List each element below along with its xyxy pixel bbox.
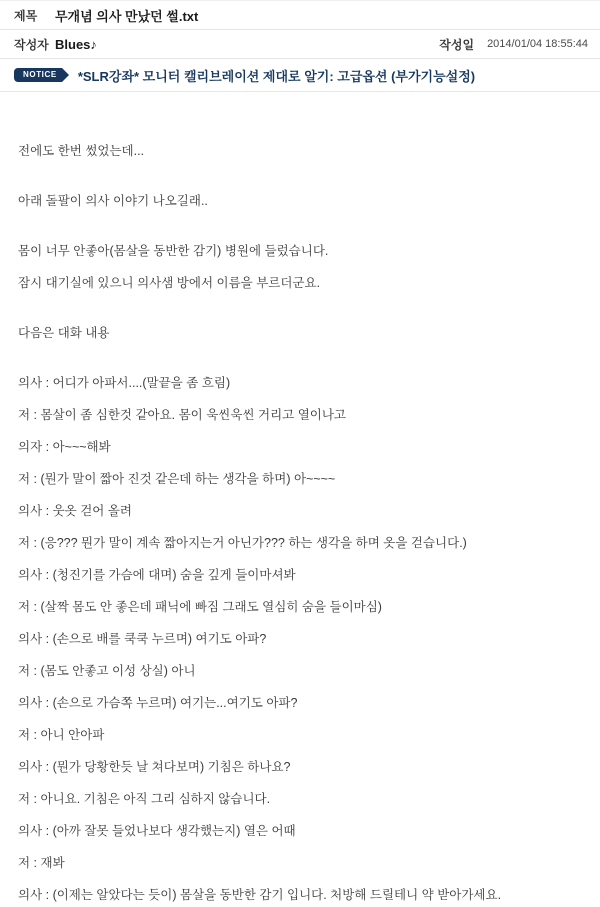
body-line: 의사 : (이제는 알았다는 듯이) 몸살을 동반한 감기 입니다. 처방해 드릴테니 약 받아가세요. <box>18 888 502 902</box>
post-body <box>0 92 600 907</box>
body-line: 저 : 아니 안아파 <box>18 728 105 742</box>
body-line: 의사 : 어디가 아파서....(말끝을 좀 흐림) <box>18 376 231 390</box>
body-line: 저 : (뭔가 말이 짧아 진것 같은데 하는 생각을 하며) 아~~~~ <box>18 472 336 486</box>
body-line: 아래 돌팔이 의사 이야기 나오길래.. <box>18 194 208 208</box>
body-line: 저 : (몸도 안좋고 이성 상실) 아니 <box>18 664 196 678</box>
body-line: 저 : (살짝 몸도 안 좋은데 패닉에 빠짐 그래도 열심히 숨을 들이마심) <box>18 600 382 614</box>
header-title-row <box>0 1 600 30</box>
body-line: 의사 : (청진기를 가슴에 대며) 숨을 깊게 들이마셔봐 <box>18 568 296 582</box>
body-line: 의사 : (손으로 배를 쿡쿡 누르며) 여기도 아파? <box>18 632 267 646</box>
body-blank-line <box>18 217 588 235</box>
body-line: 몸이 너무 안좋아(몸살을 동반한 감기) 병원에 들렀습니다. <box>18 244 329 258</box>
notice-row <box>0 59 600 92</box>
body-line: 의사 : (아까 잘못 들었나보다 생각했는지) 열은 어때 <box>18 824 296 838</box>
post-date: 2014/01/04 18:55:44 <box>487 38 588 50</box>
author-name[interactable]: Blues♪ <box>55 36 97 52</box>
body-line: 의사 : (손으로 가슴쪽 누르며) 여기는...여기도 아파? <box>18 696 298 710</box>
body-line: 다음은 대화 내용 <box>18 326 110 340</box>
notice-badge: NOTICE <box>14 68 62 82</box>
title-label: 제목 <box>14 8 38 23</box>
author-label: 작성자 <box>14 37 49 52</box>
body-line: 저 : 재봐 <box>18 856 65 870</box>
date-group <box>439 36 600 53</box>
body-blank-line <box>18 349 588 367</box>
notice-link[interactable]: *SLR강좌* 모니터 캘리브레이션 제대로 알기: 고급옵션 (부가기능설정) <box>77 68 476 84</box>
body-line: 저 : 아니요. 기침은 아직 그리 심하지 않습니다. <box>18 792 271 806</box>
post-title: 무개념 의사 만났던 썰.txt <box>55 8 199 24</box>
header-meta-row <box>0 30 600 59</box>
body-line: 전에도 한번 썼었는데... <box>18 144 145 158</box>
body-blank-line <box>18 299 588 317</box>
body-line: 의사 : 웃옷 걷어 올려 <box>18 504 132 518</box>
body-blank-line <box>18 167 588 185</box>
body-line: 의사 : (뭔가 당황한듯 날 쳐다보며) 기침은 하나요? <box>18 760 291 774</box>
body-line: 저 : (응??? 뭔가 말이 계속 짧아지는거 아닌가??? 하는 생각을 하며 옷을 걷습니다.) <box>18 536 467 550</box>
date-label: 작성일 <box>439 37 475 52</box>
body-line: 의자 : 아~~~해봐 <box>18 440 111 454</box>
body-line: 잠시 대기실에 있으니 의사샘 방에서 이름을 부르더군요. <box>18 276 321 290</box>
body-line: 저 : 몸살이 좀 심한것 같아요. 몸이 욱씬욱씬 거리고 열이나고 <box>18 408 347 422</box>
